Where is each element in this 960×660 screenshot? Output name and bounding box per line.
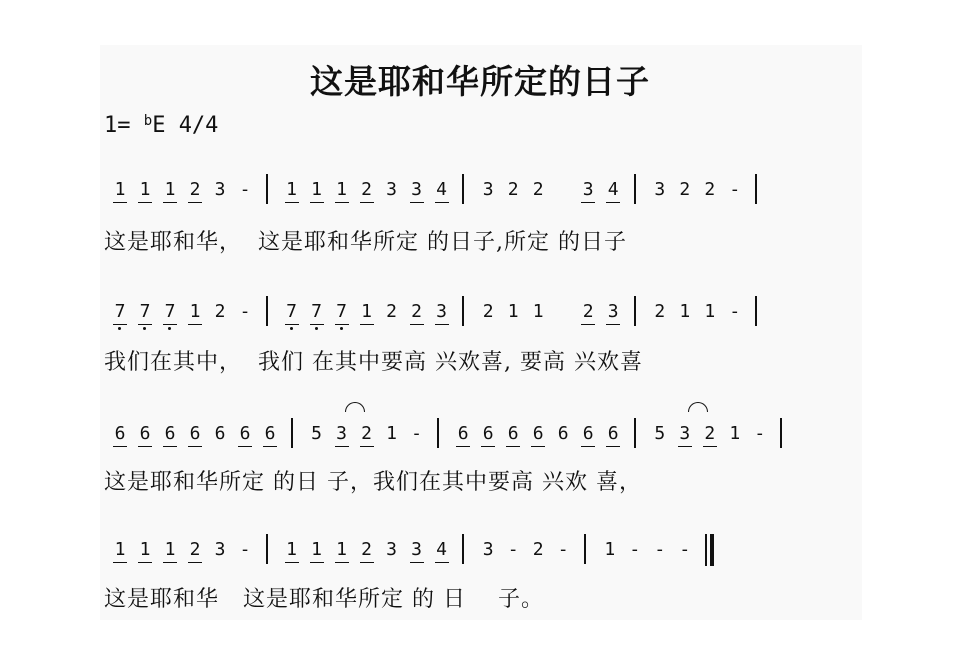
note: 7 [162,302,178,322]
barline [584,534,586,564]
note: 3 [386,539,398,560]
note: 1 [162,540,178,560]
barline [755,174,757,204]
sustain-dash: - [239,301,251,322]
note: 1 [137,540,153,560]
note: 2 [359,180,375,200]
note: 2 [654,301,666,322]
note: 1 [309,180,325,200]
note: 6 [480,424,496,444]
note: 4 [434,180,450,200]
note: 6 [112,424,128,444]
sustain-dash: - [729,179,741,200]
note: 1 [729,423,741,444]
note: 3 [409,180,425,200]
note: 1 [704,301,716,322]
note: 3 [409,540,425,560]
note: 6 [262,424,278,444]
note: 3 [214,539,226,560]
sustain-dash: - [239,179,251,200]
note: 2 [704,179,716,200]
note: 3 [334,424,350,444]
lyric-line: 这是耶和华 这是耶和华所定 的 日 子。 [104,587,544,612]
note: 1 [532,301,544,322]
note: 1 [187,302,203,322]
lyric-line: 我们在其中， 我们 在其中要高 兴欢喜, 要高 兴欢喜 [104,350,643,375]
note: 2 [409,302,425,322]
note: 1 [112,540,128,560]
sustain-dash: - [754,423,766,444]
barline [462,534,464,564]
note: 3 [677,424,693,444]
barline [437,418,439,448]
note: 2 [214,301,226,322]
note: 1 [359,302,375,322]
note: 5 [311,423,323,444]
barline [634,174,636,204]
note: 2 [187,180,203,200]
barline [266,174,268,204]
note: 3 [482,539,494,560]
sustain-dash: - [629,539,641,560]
key-signature: 1= $^b$E 4/4 [104,113,219,138]
note: 1 [679,301,691,322]
note: 6 [214,423,226,444]
note: 7 [137,302,153,322]
note: 6 [530,424,546,444]
note: 2 [359,424,375,444]
note: 2 [702,424,718,444]
note: 6 [557,423,569,444]
note: 2 [507,179,519,200]
barline [266,534,268,564]
note: 2 [359,540,375,560]
note: 3 [214,179,226,200]
barline [266,296,268,326]
lyric-line: 这是耶和华， 这是耶和华所定 的日子,所定 的日子 [104,230,627,255]
note: 6 [455,424,471,444]
note: 1 [604,539,616,560]
note: 2 [679,179,691,200]
barline [462,174,464,204]
barline [634,418,636,448]
note: 3 [580,180,596,200]
note: 3 [482,179,494,200]
barline [291,418,293,448]
song-title: 这是耶和华所定的日子 [310,62,650,101]
sustain-dash: - [679,539,691,560]
note: 1 [334,540,350,560]
final-barline [705,534,714,566]
note: 3 [434,302,450,322]
note: 5 [654,423,666,444]
note: 2 [386,301,398,322]
note: 7 [284,302,300,322]
lyric-line: 这是耶和华所定 的日 子，我们在其中要高 兴欢 喜， [104,470,642,495]
note: 2 [532,179,544,200]
barline [462,296,464,326]
note: 1 [112,180,128,200]
note: 2 [187,540,203,560]
note: 6 [187,424,203,444]
note: 7 [309,302,325,322]
barline [780,418,782,448]
note: 1 [284,180,300,200]
note: 6 [162,424,178,444]
note: 6 [580,424,596,444]
note: 6 [237,424,253,444]
note: 1 [507,301,519,322]
note: 4 [434,540,450,560]
note: 1 [162,180,178,200]
sustain-dash: - [507,539,519,560]
note: 6 [137,424,153,444]
note: 3 [386,179,398,200]
note: 1 [137,180,153,200]
note: 1 [386,423,398,444]
note: 4 [605,180,621,200]
barline [755,296,757,326]
note: 3 [605,302,621,322]
note: 2 [532,539,544,560]
sustain-dash: - [557,539,569,560]
note: 6 [605,424,621,444]
note: 7 [334,302,350,322]
note: 3 [654,179,666,200]
barline [634,296,636,326]
sustain-dash: - [654,539,666,560]
note: 1 [334,180,350,200]
note: 1 [284,540,300,560]
sustain-dash: - [239,539,251,560]
note: 7 [112,302,128,322]
note: 2 [580,302,596,322]
note: 6 [505,424,521,444]
sustain-dash: - [729,301,741,322]
note: 2 [482,301,494,322]
sustain-dash: - [411,423,423,444]
note: 1 [309,540,325,560]
